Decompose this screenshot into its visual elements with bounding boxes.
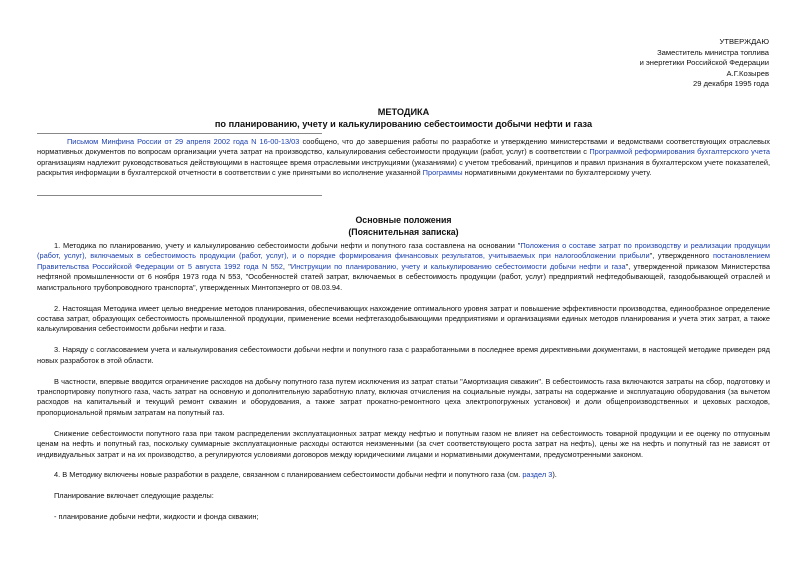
- note-link-program[interactable]: Программы: [422, 168, 463, 178]
- note-text: организациям надлежит руководствоваться действующими в настоящее время отраслевыми инструкциями (указаниями) с учетом требований, принципов и правил признания в бухгалтерском учете показателей, раскрытия информации в бухгалтерской отчетности в соответствии с уже принятыми во исполнение указанной: [37, 157, 770, 178]
- note-bottom-divider: [37, 195, 322, 196]
- note-text: сообщено, что до завершения работы по разработке и утверждению министерствами и ведомствами соответствующих отраслевых нормативных документов по вопросам организации учета затрат на производство, калькулирования себестоимости продукции (работ, услуг) в соответствии с: [37, 137, 770, 157]
- paragraph-5: Снижение себестоимости попутного газа при таком распределении эксплуатационных затрат между нефтью и попутным газом не влияет на себестоимость товарной продукции и ее оценку по отпускным ценам на нефть и попутный газ, поскольку суммарные эксплуатационные расходы остаются неизменными (за счет соответствующего роста затрат на нефть), цены же на нефть и попутный газ не зависят от индивидуальных затрат и на их производство, а регулируются условиями договоров между юридическими лицами и нормативными документами, предусмотренными законом.: [37, 428, 770, 459]
- paragraph-text: 1. Методика по планированию, учету и калькулированию себестоимости добычи нефти и попутного газа составлена на основании ": [54, 241, 521, 250]
- section-heading-sub: (Пояснительная записка): [348, 226, 459, 237]
- approval-date: 29 декабря 1995 года: [693, 79, 769, 89]
- approval-position: и энергетики Российской Федерации: [639, 58, 769, 68]
- section-heading-main: Основные положения: [355, 215, 452, 225]
- document-title-sub: по планированию, учету и калькулированию себестоимости добычи нефти и газа: [214, 118, 593, 129]
- approval-position: Заместитель министра топлива: [657, 47, 769, 57]
- paragraph-text: ).: [552, 470, 557, 480]
- approval-block: [640, 37, 769, 90]
- paragraph-text: ", утвержденного: [649, 251, 713, 261]
- document-title: [0, 107, 807, 130]
- note-link-minfin-letter[interactable]: Письмом Минфина России от 29 апреля 2002 года N 16-00-13/03: [67, 137, 300, 146]
- note-text: нормативными документами по бухгалтерскому учету.: [462, 168, 652, 178]
- note-top-divider: [37, 133, 322, 134]
- approval-signer: А.Г.Козырев: [726, 68, 769, 78]
- paragraph-1: [37, 241, 770, 293]
- paragraph-text: , ": [282, 261, 291, 271]
- document-body: [37, 241, 770, 533]
- note-link-reform-program[interactable]: Программой реформирования бухгалтерского учета: [589, 147, 770, 157]
- paragraph-4: В частности, впервые вводится ограничение расходов на добычу попутного газа путем исключения из затрат статьи "Амортизация скважин". В себестоимость газа включаются затраты на сбор, подготовку и транспортировку попутного газа, часть затрат на основную и дополнительную заработную плату, включая отчисления на социальные нужды, затраты на содержание и эксплуатацию оборудования (за вычетом расходов на капитальный и текущий ремонт скважин и оборудования, а также затрат прокатно-ремонтного цеха электропогружных установок) и доли общепроизводственных и цеховых расходов, пропорциональной прямым затратам на попутный газ.: [37, 376, 770, 417]
- paragraph-6: [37, 470, 770, 480]
- approval-line: УТВЕРЖДАЮ: [719, 37, 769, 46]
- paragraph-2: 2. Настоящая Методика имеет целью внедрение методов планирования, обеспечивающих нахождение оптимального уровня затрат и повышение эффективности производства, единообразное определение состава затрат, образующих себестоимость промышленной продукции, применение всеми нефтегазодобывающими предприятиями и организациями единых методов планирования и учета этих затрат, а также калькулирования себестоимости добычи нефти и газа.: [37, 303, 770, 334]
- paragraph-8: - планирование добычи нефти, жидкости и фонда скважин;: [54, 512, 259, 522]
- link-instruction[interactable]: Инструкции по планированию, учету и калькулированию себестоимости добычи нефти и газа: [290, 261, 626, 271]
- document-title-main: МЕТОДИКА: [377, 107, 430, 117]
- link-section-3[interactable]: раздел 3: [522, 470, 553, 480]
- editorial-note: [37, 137, 770, 179]
- paragraph-text: ", утвержденной приказом Министерства нефтяной промышленности от 6 ноября 1973 года N 553, "Особенностей статей затрат, включаемых в себестоимость продукции (работ, услуг) предприятий нефтедобывающей, газодобывающей отраслей и магистрального трубопроводного транспорта", утвержденных Минтопэнерго от 08.03.94.: [37, 261, 770, 292]
- section-heading: [0, 215, 807, 238]
- link-government-decree[interactable]: постановлением Правительства Российской Федерации от 5 августа 1992 года N 552: [37, 251, 770, 271]
- paragraph-text: 4. В Методику включены новые разработки в разделе, связанном с планированием себестоимости добычи нефти и попутного газа (см.: [54, 470, 523, 480]
- note-paragraph: [37, 137, 770, 179]
- link-regulation[interactable]: Положения о составе затрат по производству и реализации продукции (работ, услуг), включаемых в себестоимость продукции (работ, услуг), и о порядке формирования финансовых результатов, учитываемых при налогообложении прибыли: [37, 241, 771, 261]
- paragraph-3: 3. Наряду с согласованием учета и калькулирования себестоимости добычи нефти и попутного газа с разработанными в последнее время директивными документами, в настоящей методике приведен ряд новых разработок в этой области.: [37, 345, 770, 365]
- paragraph-7: Планирование включает следующие разделы:: [54, 491, 214, 501]
